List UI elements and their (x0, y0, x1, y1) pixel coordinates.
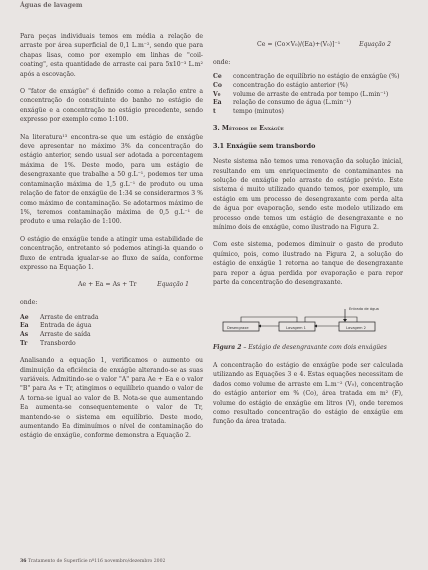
definition-row (213, 73, 399, 82)
variable-meaning: volume de arraste de entrada por tempo (L.min⁻¹) (233, 90, 389, 98)
arrow-head (258, 325, 261, 328)
running-header: Águas de lavagem (20, 2, 83, 9)
variable-symbol: Ce (213, 73, 222, 81)
variable-meaning: Transbordo (40, 339, 76, 347)
section-heading: 3. Métodos de Enxágüe (213, 124, 284, 133)
paragraph: O "fator de enxágüe" é definido como a relação entre a concentração do constituinte do banho no estágio de enxágüe e a concentração no estágio precedente, sendo expresso por exemplo como 1:100. (20, 88, 203, 124)
variable-meaning: Arraste de saída (40, 330, 91, 338)
return-line (241, 317, 297, 322)
return-line (305, 317, 357, 322)
variable-meaning: Entrada de água (40, 322, 92, 330)
variable-symbol: Tr (20, 339, 28, 347)
variable-symbol: Ae (20, 313, 29, 321)
page-footer (20, 559, 165, 564)
definition-row (20, 314, 98, 323)
definition-row (213, 108, 399, 117)
variable-symbol: V₀ (213, 90, 221, 98)
variable-symbol: t (213, 107, 216, 115)
paragraph: A concentração do estágio de enxágüe pode ser calculada utilizando as Equações 3 e 4. Estas equações necessitam de dados como volume de arraste em L.m⁻² (V₀), concentração do estágio anterior em % (Co), área tratada em m² (F), volume do estágio de enxágüe em litros (V), onde teremos como resultado concentração do estágio de enxágüe em função da área tratada. (213, 361, 403, 426)
variable-symbol: Ea (213, 99, 222, 107)
variable-meaning: relação de consumo de água (L.min⁻¹) (233, 99, 352, 107)
equation-1 (20, 280, 203, 292)
figure-2-diagram (213, 295, 403, 339)
equation-2 (213, 40, 403, 52)
variable-symbol: Ea (20, 322, 29, 330)
water-inlet-label: Entrada de água (349, 307, 379, 312)
variable-meaning: tempo (minutos) (233, 107, 284, 115)
definition-row (20, 340, 98, 349)
definition-row (20, 322, 98, 331)
definition-row (20, 331, 98, 340)
figure-caption: Figura 2 – Estágio de desengraxante com dois enxágües (213, 344, 387, 352)
subsection-heading: 3.1 Enxágüe sem transbordo (213, 141, 316, 150)
equation-formula: Ce = (Co×V₀)/(Ea)+(V₀)]⁻¹ (257, 41, 341, 48)
variable-meaning: concentração do estágio anterior (%) (233, 82, 348, 89)
equation-formula: Ae + Ea = As + Tr (78, 281, 137, 289)
where-label: onde: (20, 299, 38, 307)
left-column (20, 32, 203, 449)
variable-symbol: As (20, 330, 29, 338)
tank-label: Lavagem 2 (346, 326, 366, 331)
paragraph: Para peças individuais temos em média a relação de arraste por área superficial de 0,1 L.m⁻², sendo que para chapas lisas, como por exemplo em linhas de "coil-coating", esta quantidade de arraste cai para 5x10⁻³ L.m² após a escovação. (20, 33, 203, 78)
paragraph: Analisando a equação 1, verificamos o aumento ou diminuição da eficiência de enxágüe alterando-se as suas variáveis. Admitindo-se o valor "A" para Ae + Ea e o valor "B" para As + Tr, atingimos o equilíbrio quando o valor de A torna-se igual ao valor de B. Nota-se que aumentando Ea aumenta-se consequentemente o valor de Tr, mantendo-se o sistema em equilíbrio. Deste modo, aumentando Ea diminuímos o nível de contaminação do estágio de enxágüe, conforme demonstra a Equação 2. (20, 357, 203, 440)
paragraph: O estágio de enxágüe tende a atingir uma estabilidade de concentração, entretanto só podemos atingi-la quando o fluxo de entrada igualar-se ao fluxo de saída, conforme expresso na Equação 1. (20, 235, 203, 271)
arrow-head (343, 319, 347, 322)
definition-row (213, 91, 399, 100)
arrow-head (314, 325, 317, 328)
equation-number: Equação 2 (359, 41, 391, 48)
variable-meaning: concentração de equilíbrio no estágio de enxágüe (%) (233, 73, 400, 81)
paragraph: Com este sistema, podemos diminuir o gasto de produto químico, pois, como ilustrado na Figura 2, a solução do estágio de enxágüe 1 retorna ao tanque de desengraxante para repor a água perdida por evaporação e para repor parte da concentração do desengraxante. (213, 241, 403, 287)
definition-row (213, 99, 399, 108)
paragraph: Neste sistema não temos uma renovação da solução inicial, resultando em um enriquecimento de contaminantes na solução de enxágüe pelo arraste do estágio prévio. Este sistema é muito utilizado quando temos, por exemplo, um estágio em um processo de desengraxante com perda alta de água por evaporação, sendo este modelo utilizado em processo onde temos um estágio de desengraxante e no mínimo dois de enxágüe, como ilustrado na Figura 2. (213, 158, 403, 232)
variable-symbol: Co (213, 82, 222, 89)
where-label: onde: (213, 59, 231, 66)
paragraph: Na literatura¹³ encontra-se que um estágio de enxágüe deve apresentar no máximo 3% da concentração do estágio anterior, sendo usual ser adotada a porcentagem máxima de 1%. Deste modo, para um estágio de desengraxante que trabalhe a 50 g.L⁻¹, podemos ter uma contaminação máxima de 1,5 g.L⁻¹ de produto ou uma relação de fator de enxágüe de 1:34 se considerarmos 3 % como máximo de contaminação. Se adotarmos máximo de 1%, teremos contaminação máxima de 0,5 g.L⁻¹ de produto e uma relação de 1:100. (20, 133, 203, 226)
journal-info: Tratamento de Superfície nº116 novembro/dezembro 2002 (27, 559, 166, 564)
variable-definitions (213, 73, 399, 116)
variable-meaning: Arraste de entrada (40, 313, 99, 321)
right-column (213, 34, 403, 435)
page-number: 36 (20, 559, 27, 564)
definition-row (213, 82, 399, 91)
tank-label: Lavagem 1 (286, 326, 306, 331)
variable-definitions (20, 314, 98, 348)
equation-number: Equação 1 (157, 281, 189, 289)
tank-label: Desengraxe (227, 326, 249, 331)
